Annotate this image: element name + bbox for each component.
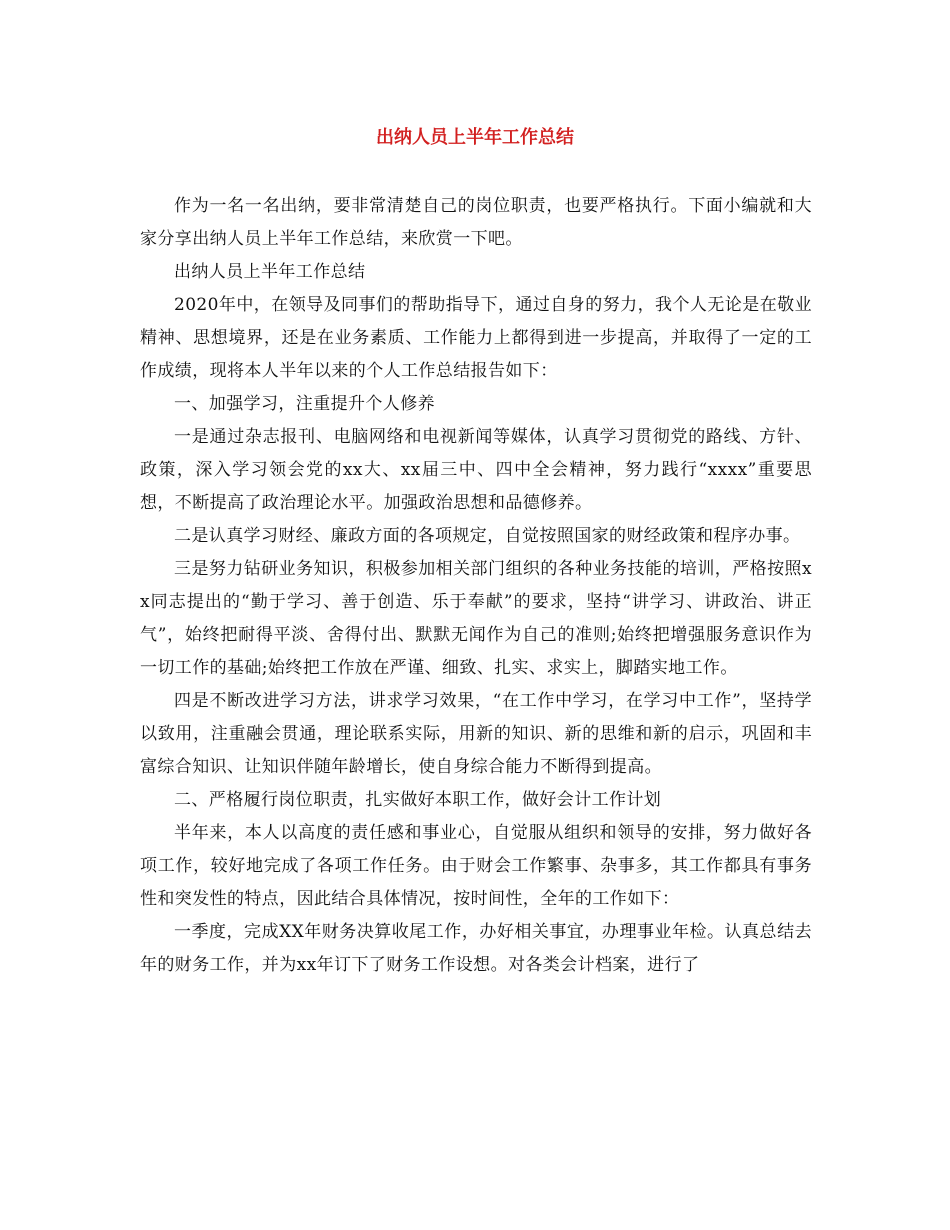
heading-duties: 二、严格履行岗位职责，扎实做好本职工作，做好会计工作计划 [174,790,662,810]
paragraph-point-one: 一是通过杂志报刊、电脑网络和电视新闻等媒体，认真学习贯彻党的路线、方针、政策，深入学习领会党的xx大、xx届三中、四中全会精神，努力践行“xxxx”重要思想，不断提高了政治理论水平。加强政治思想和品德修养。 [140,427,812,513]
document-title: 出纳人员上半年工作总结 [376,127,574,148]
paragraph-first-quarter: 一季度，完成XX年财务决算收尾工作，办好相关事宜，办理事业年检。认真总结去年的财务工作，并为xx年订下了财务工作设想。对各类会计档案，进行了 [140,922,812,975]
paragraph-point-three: 三是努力钻研业务知识，积极参加相关部门组织的各种业务技能的培训，严格按照xx同志提出的“勤于学习、善于创造、乐于奉献”的要求，坚持“讲学习、讲政治、讲正气”，始终把耐得平淡、舍得付出、默默无闻作为自己的准则;始终把增强服务意识作为一切工作的基础;始终把工作放在严谨、细致、扎实、求实上，脚踏实地工作。 [140,559,812,678]
paragraph-point-two: 二是认真学习财经、廉政方面的各项规定，自觉按照国家的财经政策和程序办事。 [174,526,801,546]
section-subtitle: 出纳人员上半年工作总结 [174,262,366,282]
heading-study: 一、加强学习，注重提升个人修养 [174,394,435,414]
document-body [140,190,812,982]
paragraph-half-year: 半年来，本人以高度的责任感和事业心，自觉服从组织和领导的安排，努力做好各项工作，较好地完成了各项工作任务。由于财会工作繁事、杂事多，其工作都具有事务性和突发性的特点，因此结合具体情况，按时间性，全年的工作如下： [140,823,812,909]
summary-paragraph: 2020年中，在领导及同事们的帮助指导下，通过自身的努力，我个人无论是在敬业精神、思想境界，还是在业务素质、工作能力上都得到进一步提高，并取得了一定的工作成绩，现将本人半年以来的个人工作总结报告如下： [140,295,812,381]
intro-paragraph: 作为一名一名出纳，要非常清楚自己的岗位职责，也要严格执行。下面小编就和大家分享出纳人员上半年工作总结，来欣赏一下吧。 [140,196,812,249]
paragraph-point-four: 四是不断改进学习方法，讲求学习效果，“在工作中学习，在学习中工作”，坚持学以致用，注重融会贯通，理论联系实际，用新的知识、新的思维和新的启示，巩固和丰富综合知识、让知识伴随年龄增长，使自身综合能力不断得到提高。 [140,691,812,777]
